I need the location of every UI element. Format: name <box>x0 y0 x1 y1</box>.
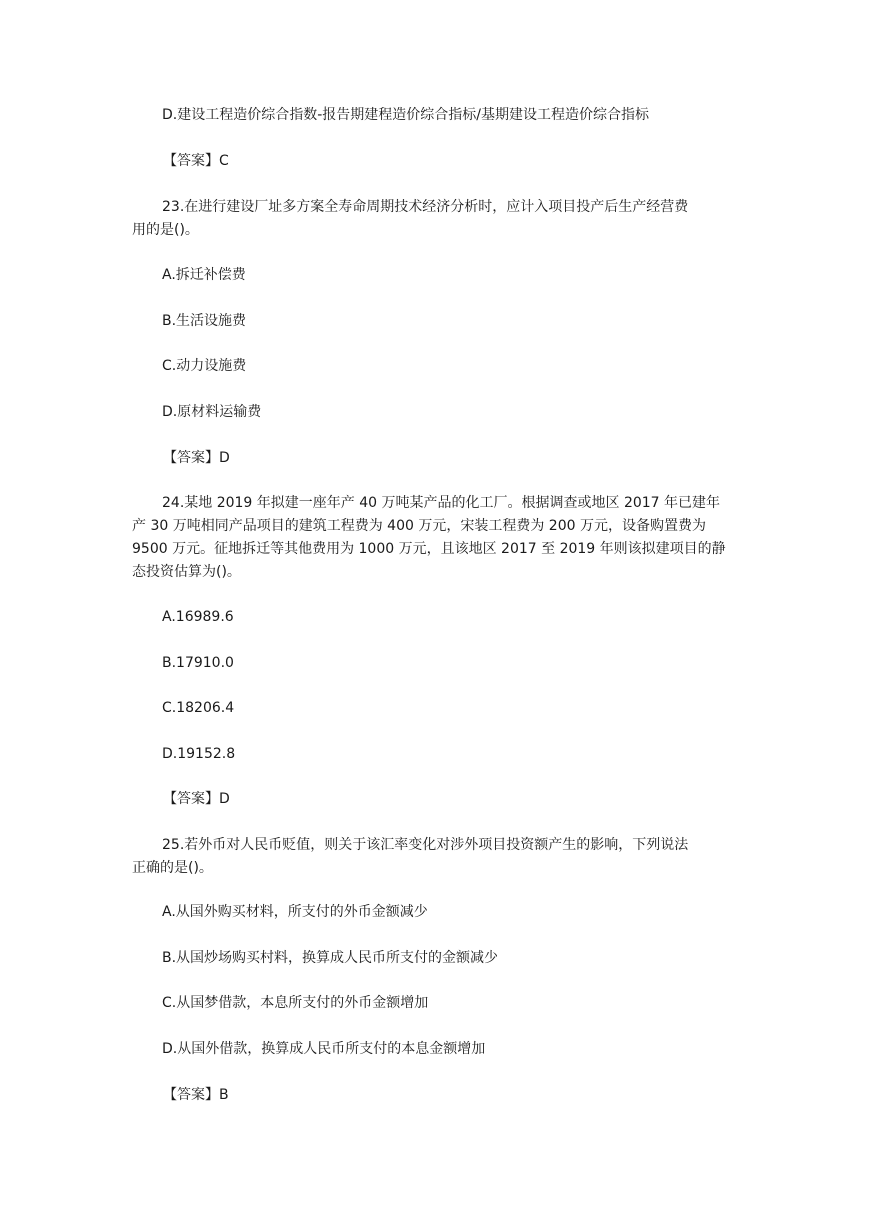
q25-option-c: C.从国梦借款，本息所支付的外币金额增加 <box>162 995 429 1011</box>
q24-answer: 【答案】D <box>163 791 230 807</box>
q25-stem-line2: 正确的是()。 <box>132 860 213 876</box>
q24-option-d: D.19152.8 <box>162 746 236 762</box>
q23-option-d: D.原材料运输费 <box>162 404 262 420</box>
q24-option-b: B.17910.0 <box>162 655 234 671</box>
q25-option-a: A.从国外购买材料，所支付的外币金额减少 <box>162 904 428 920</box>
q24-stem-line4: 态投资估算为()。 <box>132 564 241 580</box>
q25-option-d: D.从国外借款，换算成人民币所支付的本息金额增加 <box>162 1041 486 1057</box>
q25-stem-line1: 25.若外币对人民币贬值，则关于该汇率变化对涉外项目投资额产生的影响，下列说法 <box>162 837 689 853</box>
q25-answer: 【答案】B <box>163 1087 229 1103</box>
q24-option-a: A.16989.6 <box>162 609 234 625</box>
q23-option-c: C.动力设施费 <box>162 358 247 374</box>
q24-option-c: C.18206.4 <box>162 700 235 716</box>
q23-answer: 【答案】D <box>163 450 230 466</box>
q23-option-a: A.拆迁补偿费 <box>162 267 246 283</box>
q23-stem-line2: 用的是()。 <box>132 222 199 238</box>
q23-stem-line1: 23.在进行建设厂址多方案全寿命周期技术经济分析时，应计入项目投产后生产经营费 <box>162 199 689 215</box>
q24-stem-line3: 9500 万元。征地拆迁等其他费用为 1000 万元，且该地区 2017 至 2019 年则该拟建项目的静 <box>132 541 726 557</box>
q24-stem-line2: 产 30 万吨相同产品项目的建筑工程费为 400 万元，宋装工程费为 200 万元，设备购置费为 <box>132 518 706 534</box>
q22-answer: 【答案】C <box>163 153 229 169</box>
q23-option-b: B.生活设施费 <box>162 313 247 329</box>
q24-stem-line1: 24.某地 2019 年拟建一座年产 40 万吨某产品的化工厂。根据调查或地区 2017 年已建年 <box>162 495 721 511</box>
q25-option-b: B.从国炒场购买村料，换算成人民币所支付的金额减少 <box>162 950 499 966</box>
q22-option-d: D.建设工程造价综合指数-报告期建程造价综合指标/基期建设工程造价综合指标 <box>162 107 649 123</box>
